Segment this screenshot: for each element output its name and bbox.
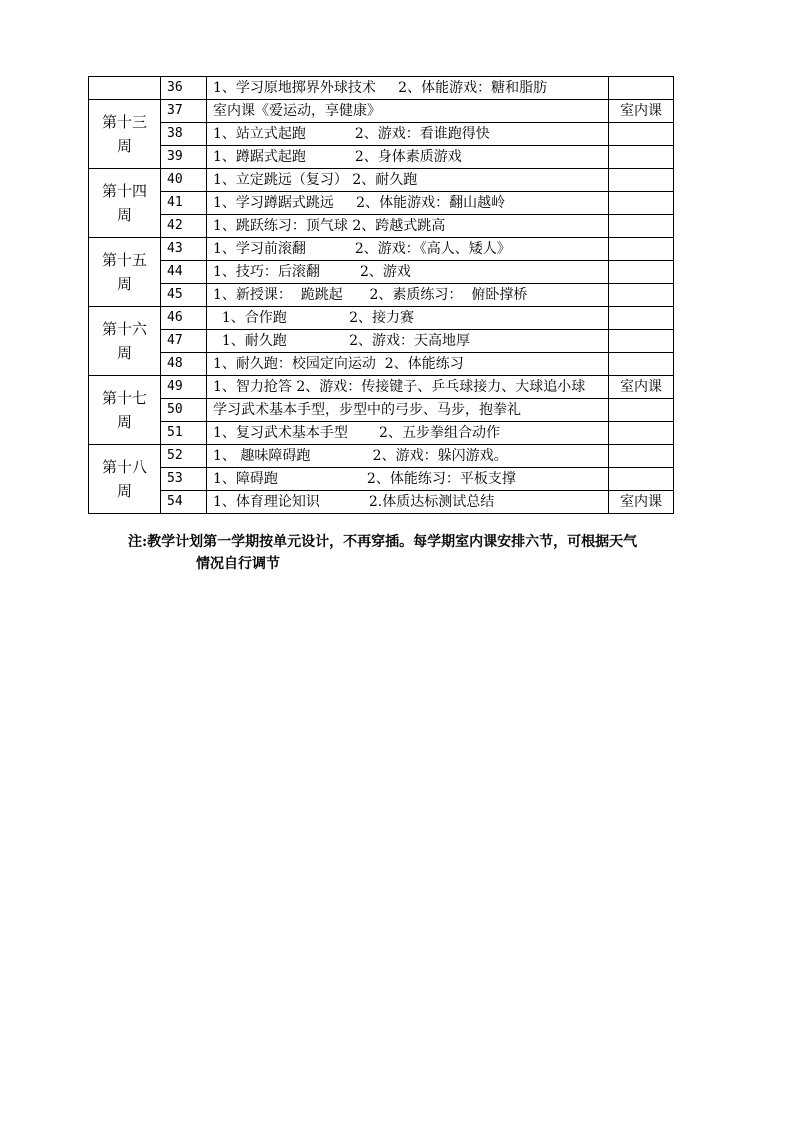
week-label-line: 周 bbox=[116, 137, 132, 155]
teaching-plan-body bbox=[89, 77, 674, 514]
table-row bbox=[89, 284, 674, 307]
table-row bbox=[89, 307, 674, 330]
table-row bbox=[89, 330, 674, 353]
week-label bbox=[89, 100, 161, 169]
lesson-note bbox=[609, 399, 674, 422]
lesson-note bbox=[609, 330, 674, 353]
lesson-content: 1、学习蹲踞式跳远 2、体能游戏：翻山越岭 bbox=[207, 192, 609, 215]
week-label-line: 周 bbox=[116, 482, 132, 500]
lesson-content: 1、学习前滚翻 2、游戏：《高人、矮人》 bbox=[207, 238, 609, 261]
lesson-content: 1、智力抢答 2、游戏：传接键子、乒乓球接力、大球追小球 bbox=[207, 376, 609, 399]
week-label bbox=[89, 169, 161, 238]
lesson-content: 1、新授课： 跪跳起 2、素质练习： 俯卧撑桥 bbox=[207, 284, 609, 307]
lesson-note: 室内课 bbox=[609, 376, 674, 399]
lesson-number: 41 bbox=[161, 192, 207, 215]
lesson-content: 1、体育理论知识 2.体质达标测试总结 bbox=[207, 491, 609, 514]
week-label-line: 周 bbox=[116, 206, 132, 224]
lesson-number: 37 bbox=[161, 100, 207, 123]
table-row bbox=[89, 353, 674, 376]
lesson-number: 51 bbox=[161, 422, 207, 445]
lesson-number: 48 bbox=[161, 353, 207, 376]
lesson-content: 1、耐久跑 2、游戏：天高地厚 bbox=[207, 330, 609, 353]
table-row bbox=[89, 123, 674, 146]
lesson-number: 53 bbox=[161, 468, 207, 491]
table-row bbox=[89, 376, 674, 399]
week-label-line: 第十五 bbox=[101, 251, 147, 269]
lesson-number: 40 bbox=[161, 169, 207, 192]
lesson-number: 38 bbox=[161, 123, 207, 146]
lesson-number: 46 bbox=[161, 307, 207, 330]
lesson-note: 室内课 bbox=[609, 491, 674, 514]
lesson-note bbox=[609, 192, 674, 215]
teaching-plan-table bbox=[88, 76, 674, 514]
lesson-content: 1、立定跳远（复习） 2、耐久跑 bbox=[207, 169, 609, 192]
footnote-line-1: 注:教学计划第一学期按单元设计，不再穿插。每学期室内课安排六节，可根据天气 bbox=[128, 534, 638, 550]
lesson-number: 50 bbox=[161, 399, 207, 422]
lesson-note bbox=[609, 146, 674, 169]
lesson-number: 39 bbox=[161, 146, 207, 169]
lesson-number: 44 bbox=[161, 261, 207, 284]
lesson-note bbox=[609, 468, 674, 491]
lesson-number: 52 bbox=[161, 445, 207, 468]
week-label bbox=[89, 376, 161, 445]
week-label bbox=[89, 238, 161, 307]
week-label-line: 第十八 bbox=[101, 458, 147, 476]
lesson-number: 42 bbox=[161, 215, 207, 238]
week-label-line: 第十四 bbox=[101, 182, 147, 200]
week-label-line: 周 bbox=[116, 344, 132, 362]
week-label-line: 周 bbox=[116, 413, 132, 431]
table-row bbox=[89, 422, 674, 445]
week-label bbox=[89, 307, 161, 376]
lesson-note bbox=[609, 123, 674, 146]
lesson-number: 47 bbox=[161, 330, 207, 353]
lesson-note bbox=[609, 215, 674, 238]
lesson-content: 学习武术基本手型，步型中的弓步、马步，抱拳礼 bbox=[207, 399, 609, 422]
week-label-line: 周 bbox=[116, 275, 132, 293]
lesson-content: 1、站立式起跑 2、游戏：看谁跑得快 bbox=[207, 123, 609, 146]
lesson-content: 1、蹲踞式起跑 2、身体素质游戏 bbox=[207, 146, 609, 169]
week-label bbox=[89, 77, 161, 100]
lesson-content: 1、学习原地掷界外球技术 2、体能游戏：糖和脂肪 bbox=[207, 77, 609, 100]
lesson-content: 1、跳跃练习：顶气球 2、跨越式跳高 bbox=[207, 215, 609, 238]
table-row bbox=[89, 146, 674, 169]
week-label-line: 第十三 bbox=[101, 113, 147, 131]
lesson-number: 54 bbox=[161, 491, 207, 514]
lesson-note bbox=[609, 422, 674, 445]
lesson-content: 1、技巧：后滚翻 2、游戏 bbox=[207, 261, 609, 284]
lesson-content: 1、 趣味障碍跑 2、游戏：躲闪游戏。 bbox=[207, 445, 609, 468]
table-row bbox=[89, 399, 674, 422]
table-row bbox=[89, 491, 674, 514]
lesson-note: 室内课 bbox=[609, 100, 674, 123]
footnote-line-2: 情况自行调节 bbox=[196, 556, 280, 572]
lesson-note bbox=[609, 445, 674, 468]
footnote bbox=[128, 531, 728, 575]
table-row bbox=[89, 215, 674, 238]
week-label-line: 第十六 bbox=[101, 320, 147, 338]
lesson-content: 1、复习武术基本手型 2、五步拳组合动作 bbox=[207, 422, 609, 445]
week-label-line: 第十七 bbox=[101, 389, 147, 407]
lesson-number: 36 bbox=[161, 77, 207, 100]
week-label bbox=[89, 445, 161, 514]
lesson-content: 1、障碍跑 2、体能练习：平板支撑 bbox=[207, 468, 609, 491]
lesson-content: 1、耐久跑：校园定向运动 2、体能练习 bbox=[207, 353, 609, 376]
lesson-note bbox=[609, 238, 674, 261]
lesson-note bbox=[609, 353, 674, 376]
lesson-note bbox=[609, 77, 674, 100]
lesson-number: 45 bbox=[161, 284, 207, 307]
lesson-content: 室内课《爱运动，享健康》 bbox=[207, 100, 609, 123]
lesson-note bbox=[609, 307, 674, 330]
lesson-content: 1、合作跑 2、接力赛 bbox=[207, 307, 609, 330]
table-row bbox=[89, 192, 674, 215]
lesson-note bbox=[609, 284, 674, 307]
lesson-number: 49 bbox=[161, 376, 207, 399]
table-row bbox=[89, 77, 674, 100]
lesson-note bbox=[609, 169, 674, 192]
table-row bbox=[89, 445, 674, 468]
table-row bbox=[89, 169, 674, 192]
table-row bbox=[89, 238, 674, 261]
table-row bbox=[89, 468, 674, 491]
table-row bbox=[89, 100, 674, 123]
lesson-note bbox=[609, 261, 674, 284]
table-row bbox=[89, 261, 674, 284]
lesson-number: 43 bbox=[161, 238, 207, 261]
